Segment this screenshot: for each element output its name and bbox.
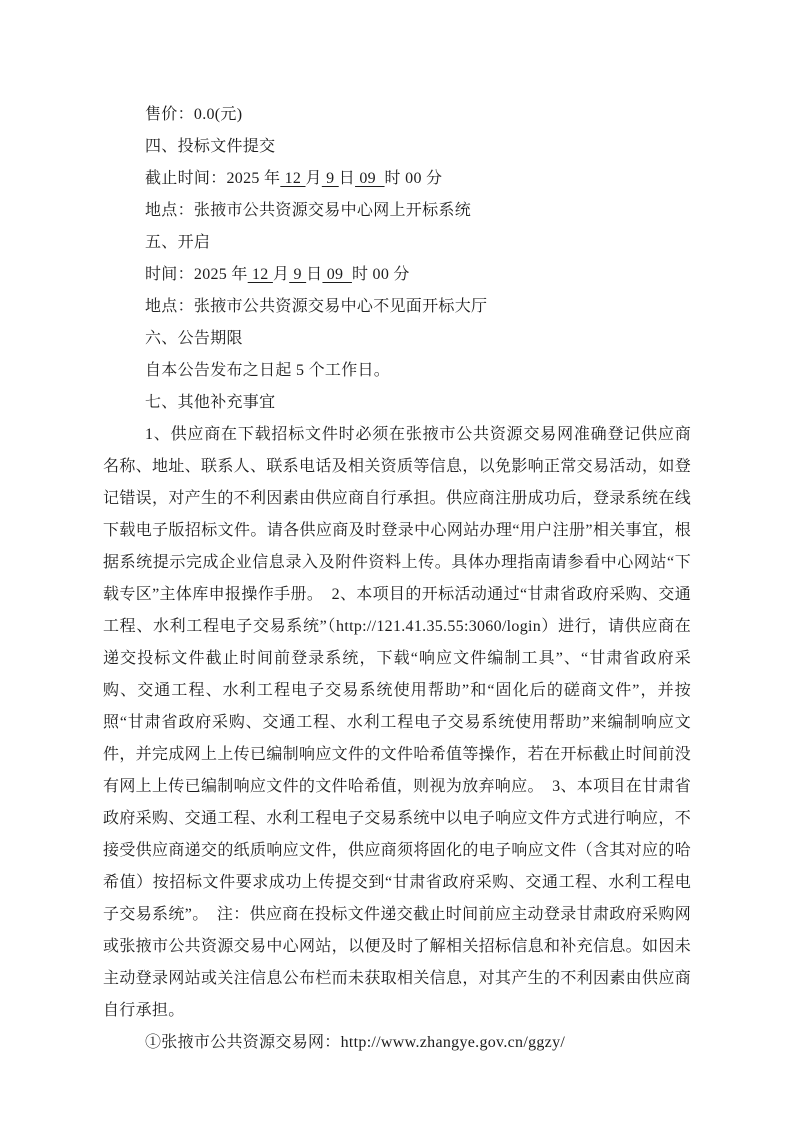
- deadline-tail: 时 00 分: [384, 170, 443, 187]
- submission-location-line: 地点：张掖市公共资源交易中心网上开标系统: [145, 202, 472, 219]
- opening-month-value: 12: [247, 266, 273, 283]
- opening-time-prefix: 时间：2025 年: [145, 266, 248, 283]
- supplementary-item-2: 2、本项目的开标活动通过“甘肃省政府采购、交通工程、水利工程电子交易系统”（http://121.41.35.55:3060/login）进行，请供应商在递交投标文件截止时间前登录系统，下载“响应文件编制工具”、“甘肃省政府采购、交通工程、水利工程电子交易系统使用帮助”和“固化后的磋商文件”，并按照“甘肃省政府采购、交通工程、水利工程电子交易系统使用帮助”来编制响应文件，并完成网上上传已编制响应文件的文件哈希值等操作，若在开标截止时间前没有网上上传已编制响应文件的文件哈希值，则视为放弃响应。: [103, 586, 691, 795]
- deadline-day-unit: 日: [338, 170, 356, 187]
- deadline-prefix: 截止时间：2025 年: [145, 170, 281, 187]
- opening-hour-value: 09: [322, 266, 352, 283]
- deadline-hour-value: 09: [355, 170, 385, 187]
- resource-link-line: ①张掖市公共资源交易网：http://www.zhangye.gov.cn/ggzy/: [145, 1034, 566, 1051]
- supplementary-item-3: 3、本项目在甘肃省政府采购、交通工程、水利工程电子交易系统中以电子响应文件方式进行响应，不接受供应商递交的纸质响应文件，供应商须将固化的电子响应文件（含其对应的哈希值）按招标文件要求成功上传提交到“甘肃省政府采购、交通工程、水利工程电子交易系统”。: [103, 778, 691, 923]
- submission-deadline-line: [103, 163, 691, 195]
- opening-time-line: [103, 259, 691, 291]
- section4-heading: 四、投标文件提交: [145, 138, 276, 155]
- opening-time-tail: 时 00 分: [351, 266, 410, 283]
- deadline-month-value: 12: [280, 170, 306, 187]
- deadline-month-unit: 月: [305, 170, 322, 187]
- opening-day-value: 9: [289, 266, 307, 283]
- section5-heading: 五、开启: [145, 234, 211, 251]
- section7-heading: 七、其他补充事宜: [145, 394, 276, 411]
- opening-location-line: 地点：张掖市公共资源交易中心不见面开标大厅: [145, 298, 488, 315]
- section6-heading: 六、公告期限: [145, 330, 243, 347]
- announcement-period-line: 自本公告发布之日起 5 个工作日。: [145, 362, 391, 379]
- deadline-day-value: 9: [321, 170, 339, 187]
- opening-day-unit: 日: [306, 266, 323, 283]
- supplementary-paragraph: [103, 419, 691, 1027]
- supplementary-note: 注：供应商在投标文件递交截止时间前应主动登录甘肃政府采购网或张掖市公共资源交易中心网站，以便及时了解相关招标信息和补充信息。如因未主动登录网站或关注信息公布栏而未获取相关信息，对其产生的不利因素由供应商自行承担。: [103, 906, 691, 1019]
- opening-month-unit: 月: [272, 266, 290, 283]
- price-line: 售价：0.0(元): [145, 106, 243, 123]
- supplementary-item-1: 1、供应商在下载招标文件时必须在张掖市公共资源交易网准确登记供应商名称、地址、联系人、联系电话及相关资质等信息，以免影响正常交易活动，如登记错误，对产生的不利因素由供应商自行承担。供应商注册成功后，登录系统在线下载电子版招标文件。请各供应商及时登录中心网站办理“用户注册”相关事宜，根据系统提示完成企业信息录入及附件资料上传。具体办理指南请参看中心网站“下载专区”主体库申报操作手册。: [103, 426, 691, 603]
